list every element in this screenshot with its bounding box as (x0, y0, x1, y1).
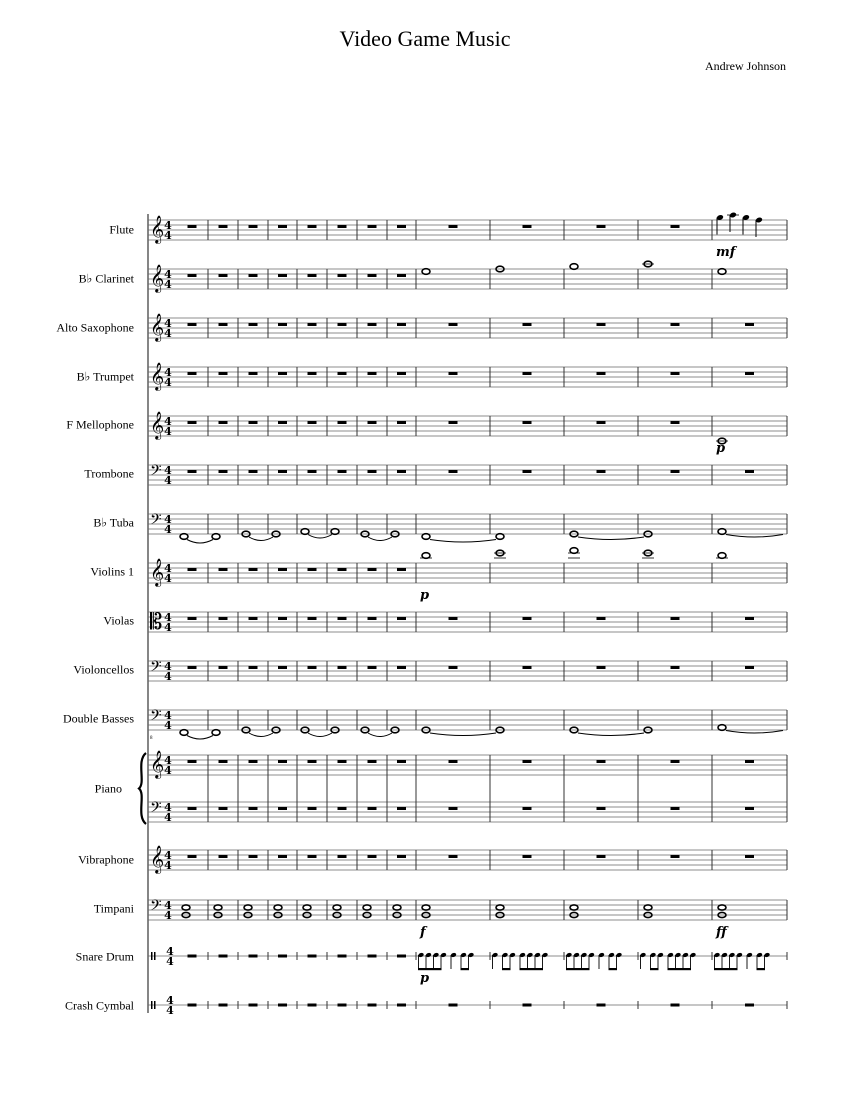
whole-rest (338, 760, 347, 763)
whole-rest (188, 760, 197, 763)
time-signature-numerator: 4 (164, 754, 172, 767)
time-signature-numerator: 4 (164, 611, 172, 624)
beam (668, 968, 692, 970)
whole-rest (449, 421, 458, 424)
tie (187, 540, 213, 544)
whole-rest (219, 372, 228, 375)
whole-rest (397, 955, 406, 958)
beam (461, 968, 470, 970)
whole-note (496, 534, 504, 540)
whole-rest (597, 421, 606, 424)
composer-name: Andrew Johnson (705, 59, 786, 73)
beam (520, 968, 544, 970)
whole-rest (597, 807, 606, 810)
whole-rest (188, 955, 197, 958)
whole-rest (249, 855, 258, 858)
label-trombone: Trombone (84, 466, 134, 481)
whole-note (422, 534, 430, 540)
whole-rest (249, 1004, 258, 1007)
whole-rest (671, 1004, 680, 1007)
time-signature-denominator: 4 (164, 764, 172, 777)
whole-rest (188, 568, 197, 571)
beam (502, 968, 511, 970)
whole-rest (523, 372, 532, 375)
whole-rest (249, 568, 258, 571)
whole-rest (597, 323, 606, 326)
whole-rest (278, 955, 287, 958)
whole-rest (523, 470, 532, 473)
label-mellophone: F Mellophone (66, 417, 134, 432)
whole-rest (397, 855, 406, 858)
whole-note (718, 725, 726, 731)
treble-clef-icon: 𝄞 (150, 750, 165, 778)
tie (726, 535, 783, 538)
whole-note (180, 730, 188, 736)
whole-rest (188, 1004, 197, 1007)
whole-rest (338, 666, 347, 669)
whole-rest (597, 666, 606, 669)
whole-rest (188, 225, 197, 228)
whole-rest (188, 855, 197, 858)
tie (308, 733, 332, 737)
whole-rest (249, 666, 258, 669)
time-signature-numerator: 4 (164, 366, 172, 379)
whole-rest (219, 1004, 228, 1007)
tie (249, 537, 273, 541)
whole-note (303, 905, 311, 910)
whole-rest (671, 470, 680, 473)
label-double-basses: Double Basses (63, 711, 134, 726)
whole-rest (278, 855, 287, 858)
whole-note (422, 553, 430, 559)
whole-rest (219, 470, 228, 473)
whole-rest (671, 617, 680, 620)
treble-clef-icon: 𝄞 (150, 215, 165, 243)
bass-clef-icon: 𝄢 (150, 799, 162, 820)
tie (726, 731, 783, 734)
whole-rest (308, 568, 317, 571)
whole-rest (368, 855, 377, 858)
whole-note (180, 534, 188, 540)
whole-rest (338, 225, 347, 228)
whole-rest (745, 617, 754, 620)
time-signature-denominator: 4 (166, 1004, 174, 1017)
whole-rest (188, 274, 197, 277)
treble-clef-icon: 𝄞 (150, 411, 165, 439)
percussion-clef-icon (151, 1001, 153, 1009)
whole-rest (249, 807, 258, 810)
time-signature-numerator: 4 (164, 849, 172, 862)
time-signature-numerator: 4 (166, 994, 174, 1007)
whole-rest (338, 617, 347, 620)
bass-clef-icon: 𝄢 (150, 511, 162, 532)
tie (249, 733, 273, 737)
whole-rest (745, 760, 754, 763)
whole-rest (188, 421, 197, 424)
whole-rest (249, 225, 258, 228)
time-signature-numerator: 4 (164, 464, 172, 477)
whole-rest (397, 323, 406, 326)
whole-rest (368, 470, 377, 473)
tie (430, 733, 496, 736)
label-violoncellos: Violoncellos (73, 662, 134, 677)
whole-rest (308, 807, 317, 810)
whole-note (244, 905, 252, 910)
bass-clef-icon: 𝄢 (150, 707, 162, 728)
time-signature-denominator: 4 (164, 229, 172, 242)
whole-rest (308, 323, 317, 326)
whole-rest (397, 225, 406, 228)
time-signature-denominator: 4 (164, 719, 172, 732)
whole-rest (219, 855, 228, 858)
treble-clef-icon: 𝄞 (150, 264, 165, 292)
time-signature-numerator: 4 (164, 801, 172, 814)
dynamic-marking-p: p (420, 971, 430, 986)
whole-note (422, 269, 430, 275)
whole-rest (597, 225, 606, 228)
piano-brace-icon (139, 753, 146, 824)
whole-rest (249, 372, 258, 375)
time-signature-denominator: 4 (164, 278, 172, 291)
whole-note (274, 905, 282, 910)
whole-rest (278, 617, 287, 620)
whole-rest (671, 760, 680, 763)
whole-rest (308, 274, 317, 277)
percussion-clef-icon (154, 952, 156, 960)
beam (609, 968, 618, 970)
whole-rest (278, 807, 287, 810)
tie (368, 733, 392, 737)
whole-rest (219, 421, 228, 424)
whole-rest (745, 855, 754, 858)
whole-rest (308, 1004, 317, 1007)
whole-rest (597, 855, 606, 858)
time-signature-denominator: 4 (164, 670, 172, 683)
time-signature-denominator: 4 (164, 376, 172, 389)
whole-rest (397, 617, 406, 620)
whole-rest (338, 955, 347, 958)
whole-rest (397, 470, 406, 473)
score-title: Video Game Music (339, 26, 511, 51)
time-signature-denominator: 4 (164, 621, 172, 634)
tie (187, 736, 213, 740)
whole-rest (397, 1004, 406, 1007)
whole-rest (597, 617, 606, 620)
whole-note (301, 529, 309, 535)
whole-rest (278, 666, 287, 669)
whole-note (393, 905, 401, 910)
whole-rest (308, 470, 317, 473)
treble-clef-icon: 𝄞 (150, 362, 165, 390)
whole-rest (368, 274, 377, 277)
percussion-clef-icon (154, 1001, 156, 1009)
whole-rest (597, 470, 606, 473)
whole-rest (188, 617, 197, 620)
whole-rest (188, 666, 197, 669)
whole-rest (219, 955, 228, 958)
time-signature-denominator: 4 (164, 572, 172, 585)
time-signature-numerator: 4 (164, 513, 172, 526)
whole-rest (219, 666, 228, 669)
label-violas: Violas (103, 613, 134, 628)
label-crash-cymbal: Crash Cymbal (65, 998, 134, 1013)
whole-rest (278, 421, 287, 424)
whole-rest (745, 470, 754, 473)
whole-rest (308, 225, 317, 228)
whole-rest (249, 617, 258, 620)
bass-clef-icon: 𝄢 (150, 897, 162, 918)
whole-rest (745, 372, 754, 375)
whole-rest (368, 323, 377, 326)
time-signature-denominator: 4 (164, 474, 172, 487)
whole-rest (397, 760, 406, 763)
time-signature-denominator: 4 (164, 811, 172, 824)
whole-rest (523, 855, 532, 858)
treble-clef-icon: 𝄞 (150, 313, 165, 341)
label-clarinet: B♭ Clarinet (78, 271, 134, 286)
whole-rest (278, 323, 287, 326)
whole-rest (523, 760, 532, 763)
dynamic-marking-p: p (420, 588, 430, 603)
bass-clef-icon: 𝄢 (150, 658, 162, 679)
whole-rest (278, 1004, 287, 1007)
whole-rest (368, 955, 377, 958)
whole-note (363, 905, 371, 910)
whole-rest (397, 807, 406, 810)
whole-rest (449, 807, 458, 810)
whole-rest (397, 666, 406, 669)
whole-rest (397, 274, 406, 277)
whole-rest (338, 470, 347, 473)
label-trumpet: B♭ Trumpet (76, 369, 134, 384)
whole-note (718, 553, 726, 559)
alto-clef-icon: 𝄡 (150, 610, 163, 635)
whole-rest (671, 807, 680, 810)
whole-note (570, 548, 578, 554)
whole-rest (449, 617, 458, 620)
whole-rest (449, 323, 458, 326)
whole-rest (449, 225, 458, 228)
time-signature-numerator: 4 (164, 899, 172, 912)
whole-rest (338, 372, 347, 375)
whole-rest (449, 1004, 458, 1007)
time-signature-numerator: 4 (164, 415, 172, 428)
whole-rest (449, 470, 458, 473)
whole-note (422, 905, 430, 910)
whole-rest (449, 372, 458, 375)
beam (418, 968, 442, 970)
whole-rest (249, 955, 258, 958)
whole-rest (671, 421, 680, 424)
whole-rest (397, 568, 406, 571)
whole-rest (219, 225, 228, 228)
time-signature-denominator: 4 (164, 859, 172, 872)
whole-rest (671, 225, 680, 228)
whole-note (333, 905, 341, 910)
whole-note (718, 269, 726, 275)
whole-note (570, 905, 578, 910)
time-signature-denominator: 4 (164, 523, 172, 536)
time-signature-denominator: 4 (164, 425, 172, 438)
whole-rest (338, 807, 347, 810)
whole-rest (671, 855, 680, 858)
whole-note (718, 905, 726, 910)
tie (578, 733, 644, 736)
octave-marker: 8 (150, 736, 153, 741)
dynamic-marking-p: p (716, 441, 726, 456)
whole-rest (338, 568, 347, 571)
whole-rest (338, 323, 347, 326)
whole-rest (249, 323, 258, 326)
whole-rest (249, 470, 258, 473)
label-timpani: Timpani (93, 901, 134, 916)
whole-rest (523, 1004, 532, 1007)
whole-rest (338, 855, 347, 858)
whole-rest (249, 274, 258, 277)
whole-rest (278, 470, 287, 473)
whole-rest (249, 421, 258, 424)
whole-rest (188, 372, 197, 375)
tie (308, 535, 332, 539)
whole-rest (338, 274, 347, 277)
beam (757, 968, 766, 970)
label-piano: Piano (94, 781, 122, 796)
whole-note (182, 905, 190, 910)
whole-rest (188, 470, 197, 473)
dynamic-marking-ff: ff (716, 925, 727, 940)
time-signature-numerator: 4 (164, 709, 172, 722)
time-signature-denominator: 4 (166, 955, 174, 968)
label-tuba: B♭ Tuba (93, 515, 134, 530)
whole-rest (368, 666, 377, 669)
whole-rest (308, 855, 317, 858)
whole-note (496, 905, 504, 910)
time-signature-denominator: 4 (164, 909, 172, 922)
treble-clef-icon: 𝄞 (150, 845, 165, 873)
whole-rest (523, 617, 532, 620)
tie (430, 540, 496, 543)
dynamic-marking-f: f (420, 925, 426, 940)
tie (368, 537, 392, 541)
whole-rest (278, 225, 287, 228)
whole-rest (368, 760, 377, 763)
whole-rest (397, 421, 406, 424)
whole-rest (219, 807, 228, 810)
whole-note (214, 905, 222, 910)
whole-rest (219, 617, 228, 620)
whole-rest (249, 760, 258, 763)
whole-rest (449, 760, 458, 763)
whole-rest (308, 760, 317, 763)
whole-rest (368, 372, 377, 375)
whole-rest (308, 955, 317, 958)
whole-rest (219, 760, 228, 763)
whole-rest (397, 372, 406, 375)
label-alto-saxophone: Alto Saxophone (56, 320, 134, 335)
beam (650, 968, 659, 970)
label-snare-drum: Snare Drum (75, 949, 134, 964)
time-signature-numerator: 4 (164, 660, 172, 673)
beam (714, 968, 738, 970)
whole-rest (368, 807, 377, 810)
whole-rest (219, 274, 228, 277)
whole-rest (338, 421, 347, 424)
label-violins: Violins 1 (90, 564, 134, 579)
time-signature-numerator: 4 (166, 945, 174, 958)
percussion-clef-icon (151, 952, 153, 960)
whole-rest (308, 372, 317, 375)
whole-rest (368, 1004, 377, 1007)
whole-note (331, 529, 339, 535)
whole-rest (597, 760, 606, 763)
whole-rest (188, 807, 197, 810)
whole-rest (523, 666, 532, 669)
beam (566, 968, 590, 970)
whole-rest (219, 568, 228, 571)
whole-rest (338, 1004, 347, 1007)
whole-rest (278, 760, 287, 763)
whole-rest (671, 323, 680, 326)
whole-rest (188, 323, 197, 326)
whole-note (212, 534, 220, 540)
whole-rest (278, 372, 287, 375)
whole-rest (219, 323, 228, 326)
time-signature-denominator: 4 (164, 327, 172, 340)
whole-rest (308, 421, 317, 424)
whole-rest (368, 568, 377, 571)
whole-rest (278, 568, 287, 571)
whole-rest (449, 666, 458, 669)
whole-rest (368, 617, 377, 620)
whole-rest (745, 1004, 754, 1007)
time-signature-numerator: 4 (164, 268, 172, 281)
whole-rest (597, 1004, 606, 1007)
time-signature-numerator: 4 (164, 219, 172, 232)
time-signature-numerator: 4 (164, 562, 172, 575)
whole-rest (368, 225, 377, 228)
treble-clef-icon: 𝄞 (150, 558, 165, 586)
whole-rest (671, 666, 680, 669)
label-flute: Flute (109, 222, 134, 237)
whole-rest (308, 666, 317, 669)
whole-rest (523, 323, 532, 326)
whole-rest (368, 421, 377, 424)
whole-note (718, 529, 726, 535)
whole-rest (308, 617, 317, 620)
whole-rest (745, 666, 754, 669)
whole-note (212, 730, 220, 736)
whole-rest (745, 807, 754, 810)
whole-note (570, 264, 578, 270)
time-signature-numerator: 4 (164, 317, 172, 330)
tie (578, 537, 644, 540)
whole-rest (278, 274, 287, 277)
whole-rest (523, 807, 532, 810)
whole-rest (449, 855, 458, 858)
label-vibraphone: Vibraphone (78, 852, 134, 867)
whole-rest (671, 372, 680, 375)
whole-note (644, 905, 652, 910)
bass-clef-icon: 𝄢 (150, 462, 162, 483)
whole-rest (597, 372, 606, 375)
dynamic-marking-mf: mf (716, 245, 736, 260)
whole-rest (523, 225, 532, 228)
whole-rest (745, 323, 754, 326)
whole-rest (523, 421, 532, 424)
